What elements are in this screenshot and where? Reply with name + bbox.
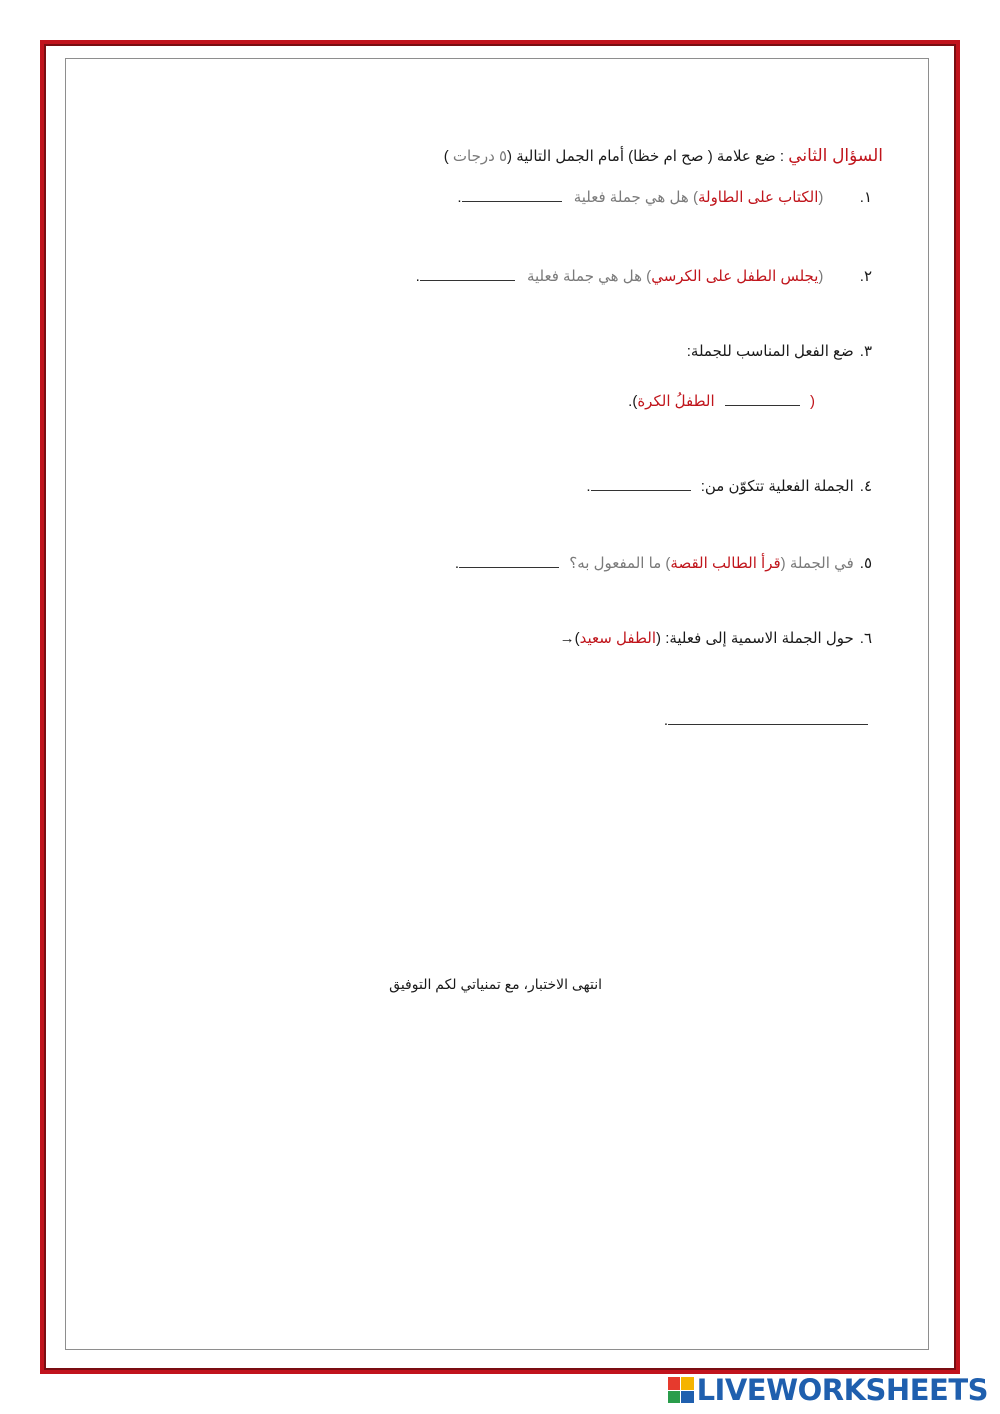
brand-name: LIVEWORKSHEETS [696,1373,988,1407]
item-sentence: قرأ الطالب القصة [670,555,781,572]
question-close: ) [443,148,453,165]
question-label: السؤال الثاني [788,146,883,165]
page-border-inner [65,58,929,1350]
question-instruction: : ضع علامة ( صح ام خظا) أمام الجمل التالية ( [507,148,789,165]
question-title [444,146,883,166]
question-marks: ٥ درجات [452,148,508,165]
item-3 [687,342,872,360]
item-2: ٢. (يجلس الطفل على الكرسي) هل هي جملة فعلية . [415,268,872,285]
liveworksheets-logo [668,1375,988,1405]
brand-icon [668,1377,694,1403]
item-text: ضع الفعل المناسب للجملة: [686,343,854,360]
item-sentence: الكتاب على الطاولة [697,189,819,206]
answer-blank[interactable] [668,710,868,725]
answer-blank[interactable] [591,476,691,491]
item-sentence: يجلس الطفل على الكرسي [651,268,819,285]
item-text: الجملة الفعلية تتكوّن من: [700,478,854,495]
answer-blank[interactable] [420,266,515,281]
item-6-answer: . [664,710,868,729]
closing-text: انتهى الاختبار، مع تمنياتي لكم التوفيق [389,976,602,992]
item-1: ١. (الكتاب على الطاولة) هل هي جملة فعلية . [457,189,872,206]
answer-blank[interactable] [459,553,559,568]
item-4: ٤.الجملة الفعلية تتكوّن من: . [586,478,872,495]
item-sentence: الطفل سعيد [579,630,657,647]
item-number: ٣. [859,343,872,360]
item-6: ٦.حول الجملة الاسمية إلى فعلية: (الطفل سعيد)→ [559,630,872,647]
item-sentence: الطفلُ الكرة [637,393,715,410]
item-5: ٥.في الجملة (قرأ الطالب القصة) ما المفعول به؟ . [454,555,872,572]
item-number: ٢. [859,268,872,285]
item-number: ٦. [859,630,872,647]
item-number: ١. [859,189,872,206]
item-number: ٥. [859,555,872,572]
answer-blank[interactable] [725,391,800,406]
item-number: ٤. [859,478,872,495]
item-3-sentence: ( الطفلُ الكرة). [628,393,815,410]
answer-blank[interactable] [462,187,562,202]
